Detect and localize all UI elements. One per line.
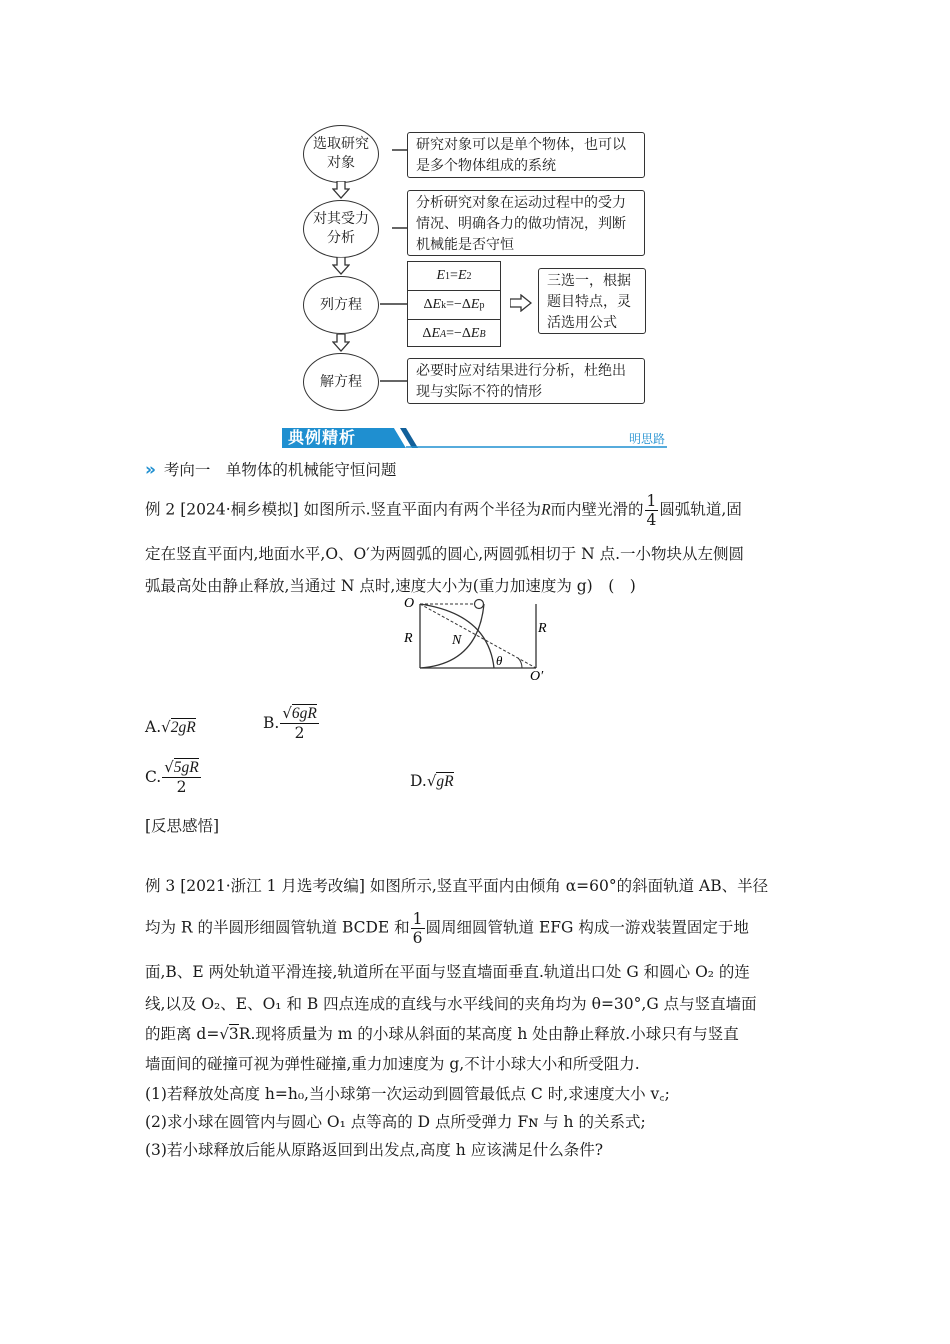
- equation-box: [407, 261, 501, 347]
- option-A[interactable]: A.√2gR: [145, 718, 196, 736]
- reflection-label: [反思感悟]: [145, 817, 220, 835]
- equation-2: Δ E k =−Δ E p: [408, 291, 500, 320]
- question-3: (3)若小球释放后能从原路返回到出发点,高度 h 应该满足什么条件?: [145, 1141, 604, 1159]
- connector-1: [392, 145, 408, 155]
- equation-3: Δ E A =−Δ E B: [422, 326, 486, 341]
- section-banner: [282, 428, 667, 448]
- down-arrow-icon: [332, 257, 350, 275]
- example2-head: 例 2 [2024·桐乡模拟]: [145, 500, 299, 519]
- chevron-right-icon: »: [145, 460, 156, 480]
- banner-title: 典例精析: [288, 428, 357, 447]
- flow-step-3-label: 列方程: [320, 296, 362, 313]
- label-theta: θ: [496, 653, 503, 668]
- flow-note-3-text: 三选一，根据题目特点，灵活选用公式: [547, 273, 631, 331]
- fraction-sixth: $\frac{1}{6}$: [412, 910, 423, 947]
- example3-line5: 的距离 d=√3R.现将质量为 m 的小球从斜面的某高度 h 处由静止释放.小球只有与竖直: [145, 1025, 739, 1043]
- option-C[interactable]: C. $\frac{√5gR}{2}$: [145, 758, 199, 796]
- label-R-left: R: [404, 631, 413, 646]
- connector-3: [380, 299, 408, 309]
- flow-note-2-text: 分析研究对象在运动过程中的受力情况、明确各力的做功情况，判断机械能是否守恒: [416, 195, 626, 253]
- connector-2: [392, 223, 408, 233]
- option-D[interactable]: D.√gR: [410, 772, 454, 790]
- example3-head: 例 3 [2021·浙江 1 月选考改编]: [145, 877, 365, 895]
- radical-sign: √: [219, 1025, 229, 1043]
- flow-note-1-text: 研究对象可以是单个物体，也可以是多个物体组成的系统: [416, 137, 626, 174]
- question-2: (2)求小球在圆管内与圆心 O₁ 点等高的 D 点所受弹力 Fɴ 与 h 的关系式;: [145, 1113, 646, 1131]
- banner-tag: 明思路: [628, 432, 665, 446]
- flow-step-1: [303, 125, 379, 183]
- flow-step-2: [303, 200, 379, 258]
- example3-line2: 均为 R 的半圆形细圆管轨道 BCDE 和 $\frac{1}{6}$ 圆周细圆管轨道 EFG 构成一游戏装置固定于地: [145, 910, 749, 947]
- down-arrow-icon: [332, 181, 350, 199]
- example3-line1: 例 3 [2021·浙江 1 月选考改编] 如图所示,竖直平面内由倾角 α=60°的斜面轨道 AB、半径: [145, 877, 769, 895]
- flow-step-4-label: 解方程: [320, 373, 362, 390]
- flow-step-2-label: 对其受力分析: [313, 211, 369, 246]
- flow-note-1: [407, 132, 645, 178]
- label-O-prime: O′: [530, 669, 544, 680]
- flow-step-3: [303, 276, 379, 334]
- label-O: O: [404, 596, 415, 611]
- right-arrow-icon: [510, 294, 532, 312]
- flow-note-4-text: 必要时应对结果进行分析，杜绝出现与实际不符的情形: [416, 363, 626, 400]
- example3-line4: 线,以及 O₂、E、O₁ 和 B 四点连成的直线与水平线间的夹角均为 θ=30°,G 点与竖直墙面: [145, 995, 757, 1013]
- connector-4: [380, 376, 408, 386]
- example2-line1: 例 2 [2024·桐乡模拟] 如图所示.竖直平面内有两个半径为R而内壁光滑的 $\frac{1}{4}$ 圆弧轨道,固: [145, 492, 742, 529]
- radical-sign: √: [426, 772, 437, 790]
- flow-note-3: [538, 268, 646, 334]
- flow-step-4: [303, 353, 379, 411]
- example3-line3: 面,B、E 两处轨道平滑连接,轨道所在平面与竖直墙面垂直.轨道出口处 G 和圆心 O₂ 的连: [145, 963, 750, 981]
- flow-step-1-label: 选取研究对象: [313, 136, 369, 171]
- fraction-quarter: $\frac{1}{4}$: [646, 492, 657, 529]
- down-arrow-icon: [332, 334, 350, 352]
- section-heading: [145, 458, 396, 480]
- example2-line2: 定在竖直平面内,地面水平,O、O′为两圆弧的圆心,两圆弧相切于 N 点.一小物块从左侧圆: [145, 545, 745, 563]
- flow-note-4: [407, 358, 645, 404]
- option-B[interactable]: B. $\frac{√6gR}{2}$: [263, 704, 317, 742]
- radical-sign: √: [161, 718, 171, 736]
- label-N: N: [452, 633, 462, 648]
- flow-note-2: [407, 190, 645, 256]
- label-R-right: R: [538, 621, 547, 636]
- equation-1: E 1 = E 2: [408, 262, 500, 291]
- example2-figure: [398, 596, 558, 680]
- question-1: (1)若释放处高度 h=h₀,当小球第一次运动到圆管最低点 C 时,求速度大小 v꜀;: [145, 1085, 670, 1103]
- section-title: 考向一 单物体的机械能守恒问题: [163, 461, 397, 479]
- example2-line3: 弧最高处由静止释放,当通过 N 点时,速度大小为(重力加速度为 g) ( ): [145, 577, 636, 595]
- example3-line6: 墙面间的碰撞可视为弹性碰撞,重力加速度为 g,不计小球大小和所受阻力.: [145, 1055, 640, 1073]
